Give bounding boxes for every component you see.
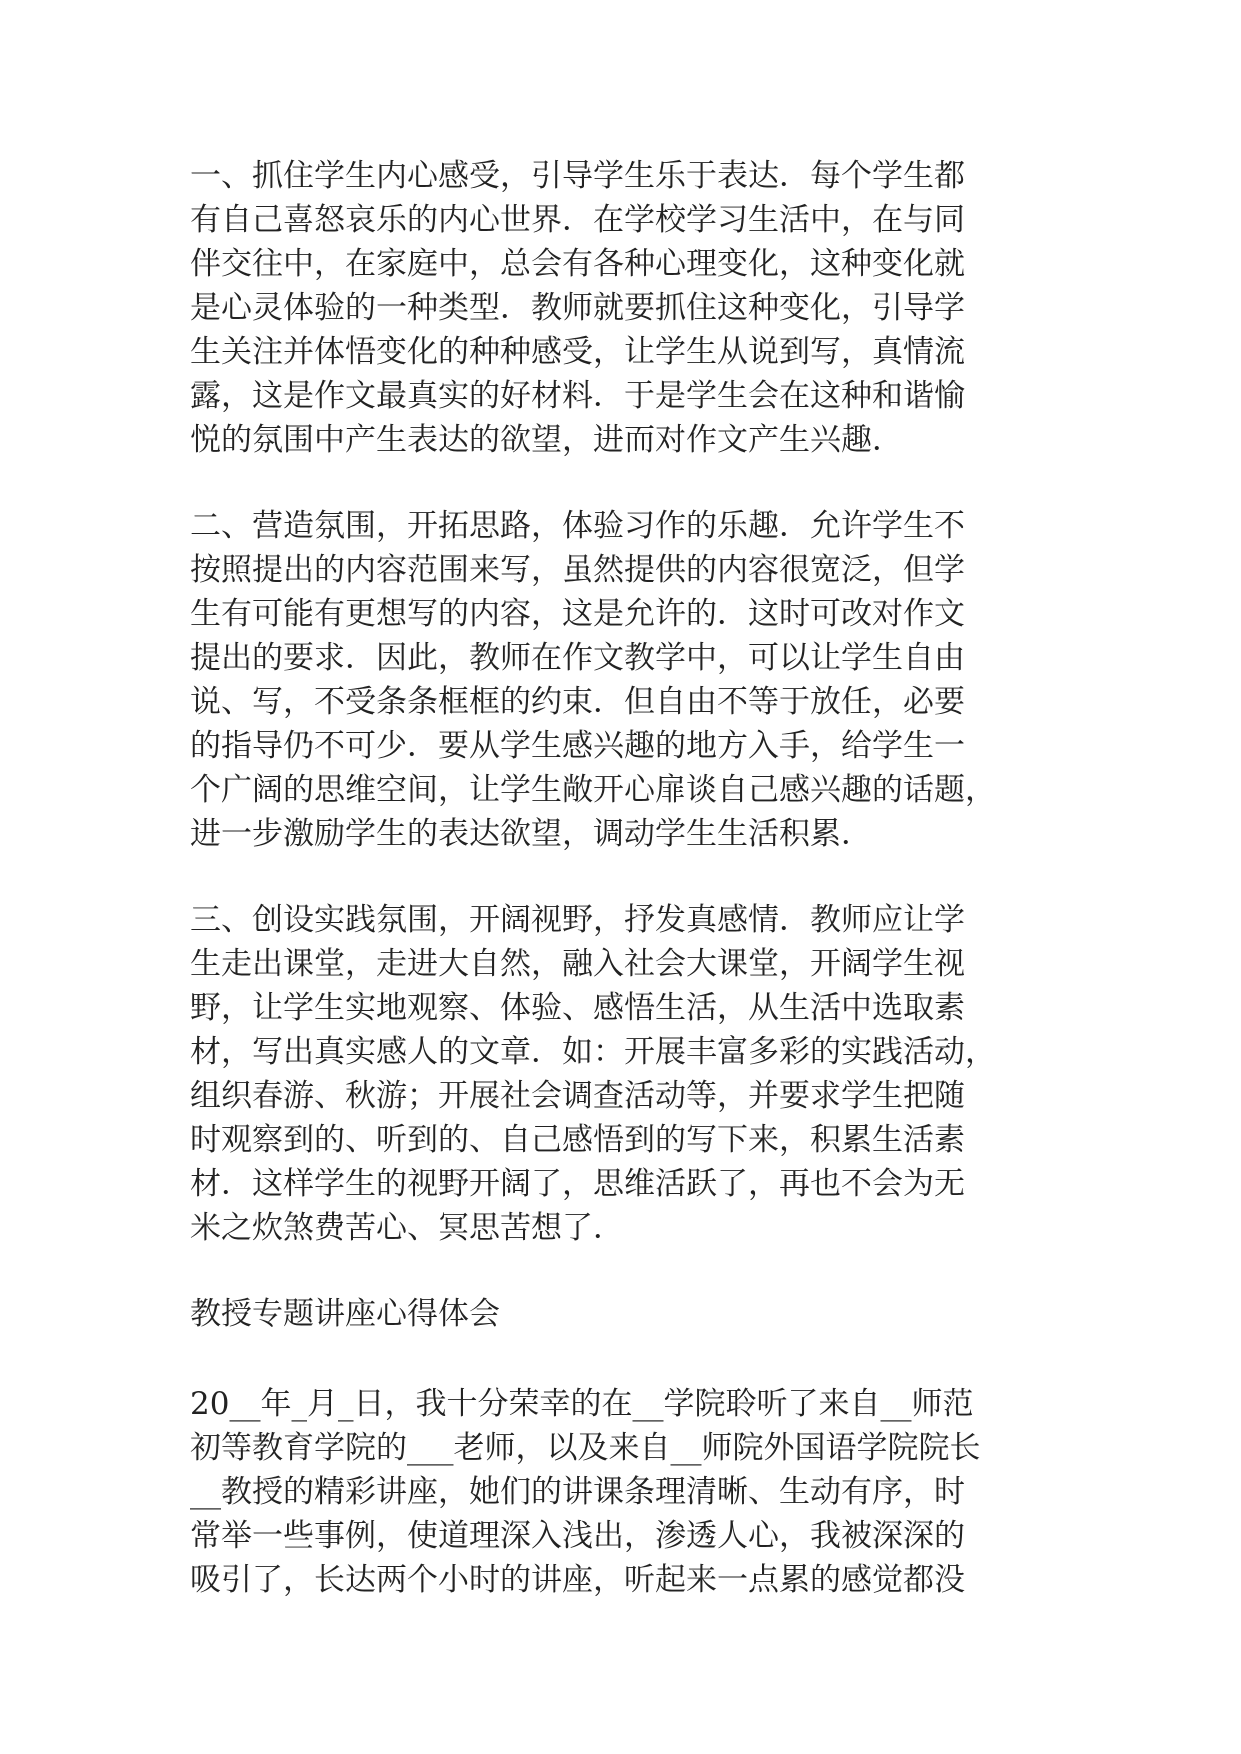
text-line: 吸引了，长达两个小时的讲座，听起来一点累的感觉都没 bbox=[190, 1562, 965, 1598]
paragraph-1 bbox=[190, 154, 1050, 462]
text-line: 20__年_月_日，我十分荣幸的在__学院聆听了来自__师范 bbox=[190, 1386, 974, 1422]
section-title-text: 教授专题讲座心得体会 bbox=[190, 1296, 500, 1332]
text-line: 是心灵体验的一种类型．教师就要抓住这种变化，引导学 bbox=[190, 290, 965, 326]
text-line: 三、创设实践氛围，开阔视野，抒发真感情．教师应让学 bbox=[190, 902, 965, 938]
text-line: 的指导仍不可少．要从学生感兴趣的地方入手，给学生一 bbox=[190, 728, 965, 764]
text-line: 材．这样学生的视野开阔了，思维活跃了，再也不会为无 bbox=[190, 1166, 965, 1202]
text-line: 露，这是作文最真实的好材料．于是学生会在这种和谐愉 bbox=[190, 378, 965, 414]
document-body bbox=[190, 154, 1050, 1644]
text-line: 说、写，不受条条框框的约束．但自由不等于放任，必要 bbox=[190, 684, 965, 720]
text-line: 生走出课堂，走进大自然，融入社会大课堂，开阔学生视 bbox=[190, 946, 965, 982]
paragraph-2 bbox=[190, 504, 1050, 856]
text-line: 生有可能有更想写的内容，这是允许的．这时可改对作文 bbox=[190, 596, 965, 632]
text-line: 材，写出真实感人的文章．如：开展丰富多彩的实践活动， bbox=[190, 1034, 996, 1070]
text-line: 二、营造氛围，开拓思路，体验习作的乐趣．允许学生不 bbox=[190, 508, 965, 544]
paragraph-4 bbox=[190, 1382, 1050, 1602]
text-line: 时观察到的、听到的、自己感悟到的写下来，积累生活素 bbox=[190, 1122, 965, 1158]
text-line: 按照提出的内容范围来写，虽然提供的内容很宽泛，但学 bbox=[190, 552, 965, 588]
text-line: 组织春游、秋游；开展社会调查活动等，并要求学生把随 bbox=[190, 1078, 965, 1114]
text-line: 进一步激励学生的表达欲望，调动学生生活积累． bbox=[190, 816, 872, 852]
text-line: 生关注并体悟变化的种种感受，让学生从说到写，真情流 bbox=[190, 334, 965, 370]
text-line: 有自己喜怒哀乐的内心世界．在学校学习生活中，在与同 bbox=[190, 202, 965, 238]
text-line: 初等教育学院的___老师，以及来自__师院外国语学院院长 bbox=[190, 1430, 981, 1466]
text-line: __教授的精彩讲座，她们的讲课条理清晰、生动有序，时 bbox=[190, 1474, 965, 1510]
text-line: 一、抓住学生内心感受，引导学生乐于表达．每个学生都 bbox=[190, 158, 965, 194]
paragraph-3 bbox=[190, 898, 1050, 1250]
text-line: 提出的要求．因此，教师在作文教学中，可以让学生自由 bbox=[190, 640, 965, 676]
text-line: 米之炊煞费苦心、冥思苦想了． bbox=[190, 1210, 624, 1246]
text-line: 野，让学生实地观察、体验、感悟生活，从生活中选取素 bbox=[190, 990, 965, 1026]
text-line: 悦的氛围中产生表达的欲望，进而对作文产生兴趣． bbox=[190, 422, 903, 458]
text-line: 伴交往中，在家庭中，总会有各种心理变化，这种变化就 bbox=[190, 246, 965, 282]
text-line: 常举一些事例，使道理深入浅出，渗透人心，我被深深的 bbox=[190, 1518, 965, 1554]
text-line: 个广阔的思维空间，让学生敞开心扉谈自己感兴趣的话题， bbox=[190, 772, 996, 808]
section-title bbox=[190, 1292, 1050, 1336]
